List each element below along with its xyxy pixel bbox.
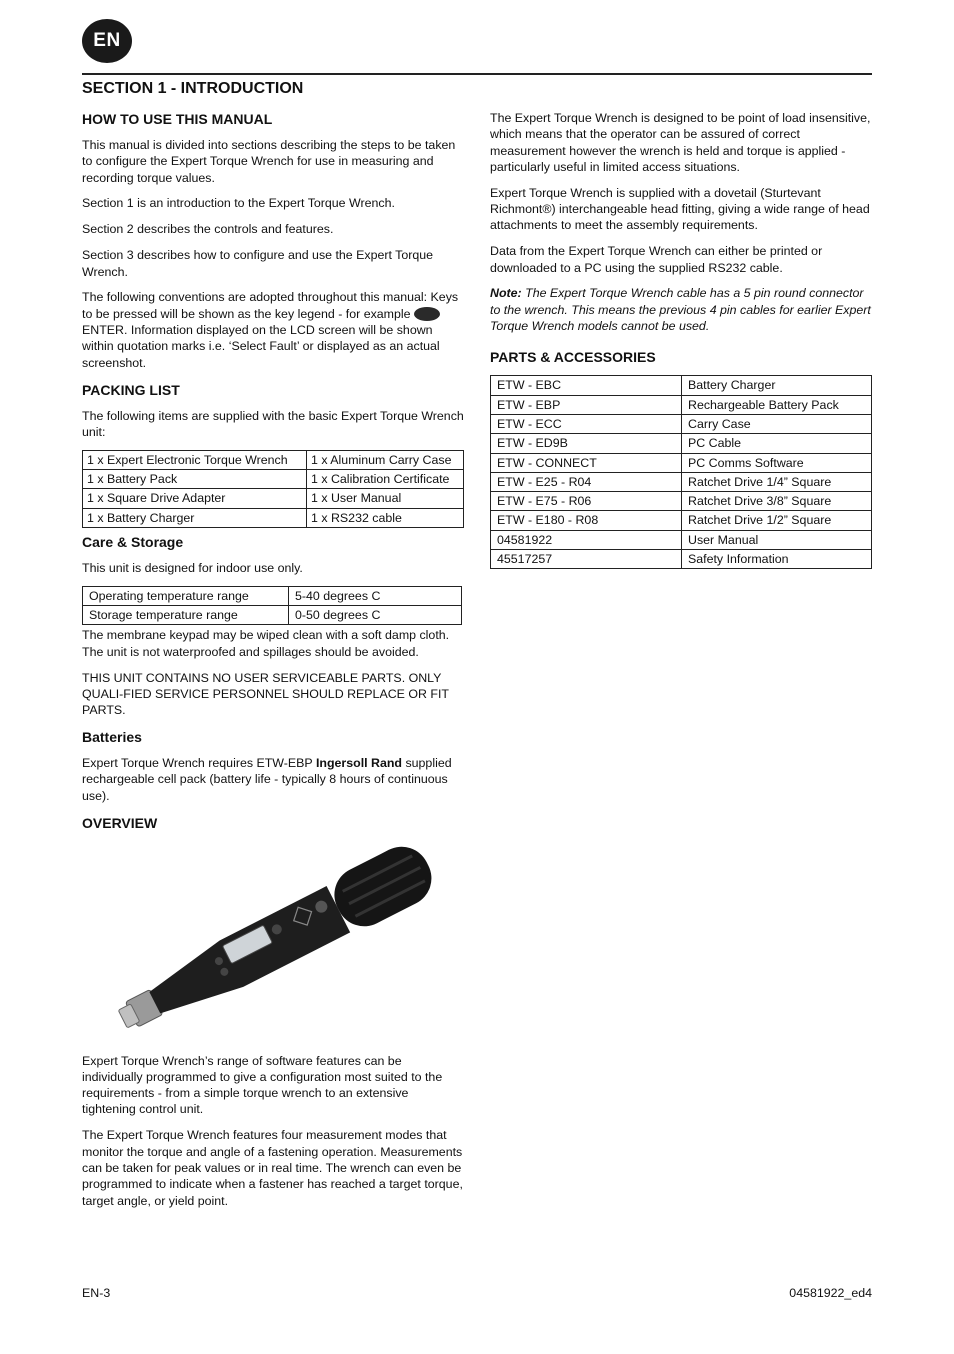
table-row <box>83 606 462 625</box>
table-cell: ETW - E75 - R06 <box>491 492 682 511</box>
table-cell: 1 x Expert Electronic Torque Wrench <box>83 450 307 469</box>
temperature-table <box>82 586 462 626</box>
table-cell: 5-40 degrees C <box>289 586 462 605</box>
conventions-text-after: ENTER. Information displayed on the LCD screen will be shown within quotation marks i.e. ‘Select Fault’ or displayed as an actual screenshot. <box>82 323 440 370</box>
table-cell: Battery Charger <box>682 376 872 395</box>
batteries-text-after: supplied rechargeable cell pack (battery life - typically 8 hours of continuous use). <box>82 756 452 803</box>
table-cell: 45517257 <box>491 550 682 569</box>
batteries-text-before: Expert Torque Wrench requires ETW-EBP <box>82 756 313 771</box>
how-to-paragraph-3: Section 2 describes the controls and features. <box>82 222 334 237</box>
care-paragraph-2: The membrane keypad may be wiped clean with a soft damp cloth. The unit is not waterproofed and spillages should be avoided. <box>82 628 450 659</box>
table-row <box>83 586 462 605</box>
language-badge: EN <box>82 19 132 63</box>
note-label: Note: <box>490 286 522 301</box>
table-cell: ETW - EBC <box>491 376 682 395</box>
overview-paragraph-1: Expert Torque Wrench’s range of software features can be individually programmed to give a configuration most suited to the requirements - from a simple torque wrench to an extensive tightening control unit. <box>82 1053 443 1117</box>
parts-table <box>490 375 872 569</box>
how-to-paragraph-1: This manual is divided into sections describing the steps to be taken to configure the Expert Torque Wrench for use in measuring and recording torque values. <box>82 138 456 185</box>
table-cell: 1 x Battery Pack <box>83 470 307 489</box>
table-row <box>491 376 872 395</box>
table-cell: Ratchet Drive 1/4” Square <box>682 472 872 491</box>
header-rule <box>82 73 872 75</box>
table-row <box>491 453 872 472</box>
table-row <box>491 472 872 491</box>
table-cell: ETW - ECC <box>491 414 682 433</box>
batteries-brand: Ingersoll Rand <box>315 756 402 771</box>
section-title: SECTION 1 - INTRODUCTION <box>82 80 304 97</box>
conventions-text-before: The following conventions are adopted throughout this manual: Keys to be pressed will be shown as the key legend - for example <box>82 290 459 321</box>
table-cell: 1 x Square Drive Adapter <box>83 489 307 508</box>
intro-paragraph-3: Data from the Expert Torque Wrench can either be printed or downloaded to a PC using the supplied RS232 cable. <box>490 244 823 275</box>
note-paragraph <box>490 285 872 334</box>
table-row <box>491 550 872 569</box>
key-legend-icon <box>414 307 440 321</box>
conventions-paragraph <box>82 289 464 370</box>
table-cell: Rechargeable Battery Pack <box>682 395 872 414</box>
table-cell: 04581922 <box>491 530 682 549</box>
table-cell: 1 x RS232 cable <box>307 508 464 527</box>
table-cell: Carry Case <box>682 414 872 433</box>
table-row <box>491 434 872 453</box>
table-row <box>491 511 872 530</box>
table-cell: 1 x Battery Charger <box>83 508 307 527</box>
table-row <box>83 450 464 469</box>
how-to-paragraph-2: Section 1 is an introduction to the Expert Torque Wrench. <box>82 196 395 211</box>
table-cell: Operating temperature range <box>83 586 289 605</box>
table-row <box>83 489 464 508</box>
table-row <box>83 508 464 527</box>
batteries-paragraph <box>82 755 464 804</box>
overview-paragraph-2: The Expert Torque Wrench features four measurement modes that monitor the torque and angle of a fastening operation. Measurements can be taken for peak values or in real time. The wrench can even be programmed to indicate when a fastener has reached a target torque, target angle, or yield point. <box>82 1128 463 1208</box>
note-text: The Expert Torque Wrench cable has a 5 pin round connector to the wrench. This means the previous 4 pin cables for earlier Expert Torque Wrench models cannot be used. <box>490 286 871 334</box>
care-paragraph-3: THIS UNIT CONTAINS NO USER SERVICEABLE PARTS. ONLY QUALI-FIED SERVICE PERSONNEL SHOULD REPLACE OR FIT PARTS. <box>82 670 449 718</box>
table-cell: 0-50 degrees C <box>289 606 462 625</box>
table-cell: 1 x Calibration Certificate <box>307 470 464 489</box>
table-cell: Ratchet Drive 1/2” Square <box>682 511 872 530</box>
table-row <box>83 470 464 489</box>
intro-paragraph-2: Expert Torque Wrench is supplied with a dovetail (Sturtevant Richmont®) interchangeable head fitting, giving a wide range of head attachments to meet the assembly requirements. <box>490 185 870 233</box>
table-row <box>491 395 872 414</box>
table-cell: PC Cable <box>682 434 872 453</box>
left-column <box>82 110 464 1218</box>
table-row <box>491 414 872 433</box>
table-cell: ETW - ED9B <box>491 434 682 453</box>
table-cell: User Manual <box>682 530 872 549</box>
overview-heading: OVERVIEW <box>82 814 158 831</box>
table-cell: ETW - CONNECT <box>491 453 682 472</box>
table-cell: Ratchet Drive 3/8” Square <box>682 492 872 511</box>
packing-intro: The following items are supplied with the basic Expert Torque Wrench unit: <box>82 408 464 439</box>
care-paragraph-1: This unit is designed for indoor use only. <box>82 560 303 575</box>
table-cell: Safety Information <box>682 550 872 569</box>
table-cell: ETW - EBP <box>491 395 682 414</box>
torque-wrench-illustration <box>96 841 456 1041</box>
packing-heading: PACKING LIST <box>82 381 180 398</box>
page-number: EN-3 <box>82 1286 111 1300</box>
table-cell: 1 x Aluminum Carry Case <box>307 450 464 469</box>
table-row <box>491 530 872 549</box>
care-heading: Care & Storage <box>82 533 184 550</box>
document-id: 04581922_ed4 <box>789 1286 872 1300</box>
how-to-paragraph-4: Section 3 describes how to configure and use the Expert Torque Wrench. <box>82 248 434 279</box>
batteries-heading: Batteries <box>82 729 142 746</box>
table-cell: PC Comms Software <box>682 453 872 472</box>
how-to-heading: HOW TO USE THIS MANUAL <box>82 111 273 127</box>
right-column <box>490 110 872 574</box>
table-cell: 1 x User Manual <box>307 489 464 508</box>
table-cell: ETW - E25 - R04 <box>491 472 682 491</box>
table-cell: ETW - E180 - R08 <box>491 511 682 530</box>
intro-paragraph-1: The Expert Torque Wrench is designed to be point of load insensitive, which means that the operator can be assured of correct measurement however the wrench is held and torque is applied - particularly useful in limited access situations. <box>490 111 871 174</box>
table-row <box>491 492 872 511</box>
table-cell: Storage temperature range <box>83 606 289 625</box>
packing-table <box>82 450 464 528</box>
parts-heading: PARTS & ACCESSORIES <box>490 349 656 366</box>
